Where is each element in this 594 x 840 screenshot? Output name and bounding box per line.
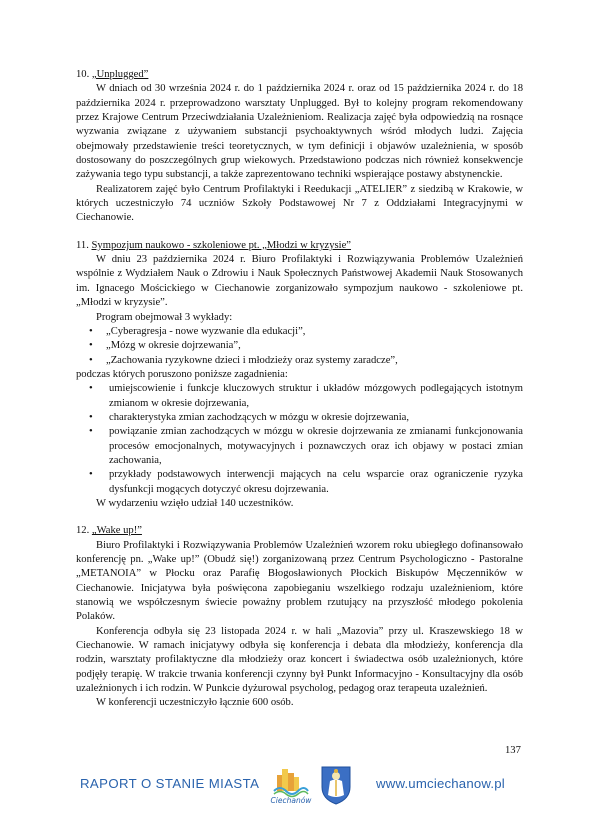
section-heading — [76, 68, 523, 82]
section-title: „Wake up!” — [91, 525, 142, 537]
program-intro: Program obejmował 3 wykłady: — [96, 311, 233, 323]
section-title: „Unplugged” — [91, 69, 149, 80]
paragraph: Konferencja odbyła się 23 listopada 2024 r. w hali „Mazovia” przy ul. Kraszewskiego 18 w Ciechanowie. W ramach inicjatywy odbyła się konferencja i debata dla młodzieży, konferencja dla rodzin, warsztaty profilaktyczne dla młodzieży oraz koncert i świadectwa osób uzależnionych, które podjęły terapię. W trakcie trwania konferencji czynny był Punkt Informacyjno - Konsultacyjny dla osób uzależnionych i ich rodzin. W Punkcie dyżurowal psycholog, pedagog oraz terapeuta uzależnień. — [76, 625, 523, 695]
bullet-icon: • — [89, 325, 93, 337]
lecture-list — [76, 325, 523, 368]
paragraph: W dniu 23 października 2024 r. Biuro Profilaktyki i Rozwiązywania Problemów Uzależnień wspólnie z Wydziałem Nauk o Zdrowiu i Nauk Społecznych Państwowej Akademii Nauk Stosowanych im. Ignacego Mościckiego w Ciechanowie zorganizowało sympozjum naukowo - szkoleniowe pt. „Młodzi w kryzysie”. — [76, 254, 523, 309]
coat-of-arms-icon — [320, 765, 352, 805]
bullet-icon: • — [89, 383, 93, 395]
bullet-icon: • — [89, 411, 93, 423]
section-number: 10. — [76, 69, 90, 80]
section-heading — [76, 239, 523, 253]
topic-list — [76, 382, 523, 497]
page-number: 137 — [505, 745, 521, 756]
list-item: • „Zachowania ryzykowne dzieci i młodzieży oraz systemy zaradcze”, — [76, 354, 523, 368]
paragraph: Biuro Profilaktyki i Rozwiązywania Problemów Uzależnień wzorem roku ubiegłego dofinansowało konferencję pn. „Wake up!” (Obudź się!) zorganizowaną przez Centrum Psychologiczno - Pastoralne „METANOIA” w Płocku oraz Parafię Błogosławionych Płockich Biskupów Męczenników w Ciechanowie. Inicjatywa była poświęcona zapobieganiu wszelkiego rodzaju uzależnieniom, które stanowią we współczesnym świecie poważny problem rzutujący na przyszłość młodego pokolenia Polaków. — [76, 539, 523, 623]
topics-intro: podczas których poruszono poniższe zagadnienia: — [76, 368, 288, 380]
section-heading — [76, 524, 523, 538]
list-item: • „Mózg w okresie dojrzewania”, — [76, 339, 523, 353]
footer-report-title: RAPORT O STANIE MIASTA — [80, 776, 260, 791]
paragraph: W konferencji uczestniczyło łącznie 600 osób. — [96, 697, 294, 709]
list-item: • przykłady podstawowych interwencji mających na celu wsparcie oraz ograniczenie ryzyka dysfunkcji mogących dotyczyć okresu dojrzewania. — [89, 469, 523, 495]
list-item: • charakterystyka zmian zachodzących w mózgu w okresie dojrzewania, — [76, 411, 523, 425]
section-title: Sympozjum naukowo - szkoleniowe pt. „Młodzi w kryzysie” — [91, 239, 352, 251]
list-item: • „Cyberagresja - nowe wyzwanie dla edukacji”, — [76, 325, 523, 339]
bullet-icon: • — [89, 469, 93, 481]
bullet-icon: • — [89, 340, 93, 352]
paragraph: W wydarzeniu wzięło udział 140 uczestników. — [96, 497, 294, 509]
section-unplugged — [76, 68, 523, 226]
section-number: 12. — [76, 525, 90, 537]
list-item: • umiejscowienie i funkcje kluczowych struktur i układów mózgowych podlegających istotnym zmianom w okresie dojrzewania, — [89, 383, 523, 409]
section-symposium — [76, 239, 523, 512]
section-wake-up — [76, 524, 523, 710]
logo-wordmark: Ciechanów — [270, 796, 312, 805]
paragraph: Realizatorem zajęć było Centrum Profilaktyki i Reedukacji „ATELIER” z siedzibą w Krakowie, w których uczestniczyło 74 uczniów Szkoły Podstawowej Nr 7 z Oddziałami Integracyjnymi w Ciechanowie. — [76, 183, 523, 224]
document-body — [76, 68, 523, 711]
footer-website-link[interactable]: www.umciechanow.pl — [376, 776, 505, 791]
bullet-icon: • — [89, 354, 93, 366]
city-logo-icon — [268, 765, 314, 807]
page-footer — [0, 765, 594, 815]
paragraph: W dniach od 30 września 2024 r. do 1 października 2024 r. oraz od 15 października 2024 r. do 18 października 2024 r. przeprowadzono warsztaty Unplugged. Był to kolejny program rekomendowany przez Krajowe Centrum Przeciwdziałania Uzależnieniom. Realizacja zajęć była odpowiedzią na rosnące wyzwania związane z używaniem substancji psychoaktywnych wśród młodych ludzi. Zajęcia obejmowały przedstawienie treści teoretycznych, w tym definicji i objawów uzależnienia, w sposób dostosowany do poszczególnych grup wiekowych. Przedstawiono podczas nich również konsekwencje zażywania tego typu substancji, a także zaprezentowano techniki wspierające postawy abstynenckie. — [76, 83, 523, 181]
list-item: • powiązanie zmian zachodzących w mózgu w okresie dojrzewania ze zmianami funkcjonowania procesów emocjonalnych, motywacyjnych i poznawczych oraz ich objawy w postaci zmian zachowania, — [89, 426, 523, 466]
section-number: 11. — [76, 239, 89, 251]
bullet-icon: • — [89, 426, 93, 438]
